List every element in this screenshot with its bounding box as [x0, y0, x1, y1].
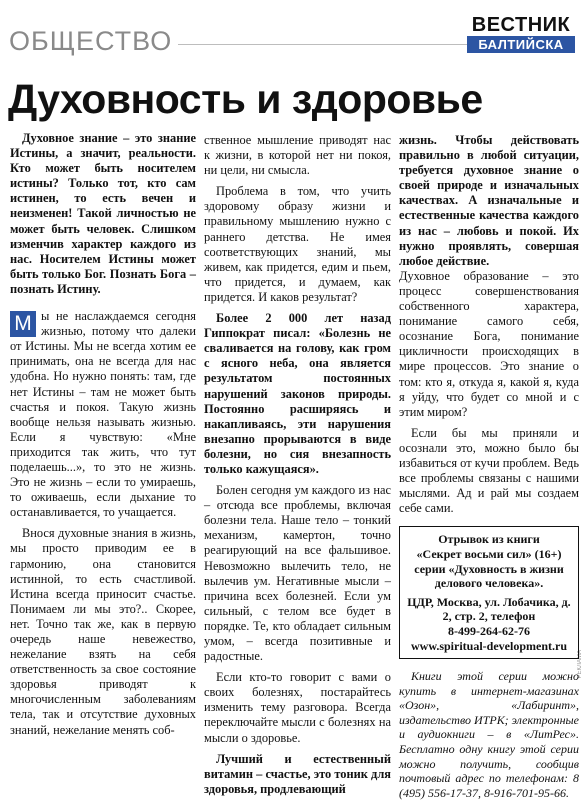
advert-side-label: РЕКЛАМА [577, 650, 583, 679]
paragraph-7: Если кто-то говорит с вами о своих болезнях, постарайтесь изменить тему разговора. Всегда переключайте мысли с болезнях на мысли о здоровье. [204, 670, 391, 745]
article-title: Духовность и здоровье [8, 76, 483, 122]
masthead-logo [467, 15, 575, 53]
book-box-line-2: «Секрет восьми сил» (16+) [416, 546, 562, 561]
book-box-line-4: делового человека». [434, 576, 544, 591]
book-box-line-3: серии «Духовность в жизни [414, 561, 564, 576]
dropcap-letter: М [10, 311, 36, 337]
column-1 [10, 131, 196, 738]
column-3 [399, 133, 579, 800]
book-box-line-1: Отрывок из книги [438, 532, 540, 547]
paragraph-1 [10, 309, 196, 520]
paragraph-5-quote: Более 2 000 лет назад Гиппократ писал: «Болезнь не сваливается на голову, как гром с ясного неба, она является результатом постоянных нарушений законов природы. Постоянно расширяясь и накапливаясь, эти нарушения внезапно прорываются в виде болезни, но сия внезапность только кажущаяся». [204, 311, 391, 476]
section-rubric: ОБЩЕСТВО [9, 26, 173, 56]
masthead-bottom-text: БАЛТИЙСКА [467, 36, 575, 53]
paragraph-8: Лучший и естественный витамин – счастье, это тоник для здоровья, продлевающий [204, 751, 391, 796]
purchase-info-note: Книги этой серии можно купить в интернет-магазинах «Озон», «Лабиринт», издательство ИТРК; электронные и аудиокниги – в «ЛитРес». Бесплатно одну книгу этой серии можно получить, сообщив почтовый адрес по телефонам: 8 (495) 556-17-37, 8-916-701-95-66. [399, 669, 579, 800]
paragraph-3: ственное мышление приводят нас к жизни, в которой нет ни покоя, ни цели, ни смысла. [204, 133, 391, 178]
paragraph-1-text: ы не наслаждаемся сегодня жизнью, потому что далеки от Истины. Мы не всегда хотим ее принимать, она не всегда для нас удобна. Но нужно понять: там, где нет Истины – там не может быть счастья и покоя. Такую жизнь вообще нельзя называть жизнью. Если я чувствую: «Мне приходится так жить, что тут поделаешь...», то это не жизнь. Это не жизнь – если то умираешь, то оживаешь, если дыхание то останавливается, то учащается. [10, 309, 196, 520]
column-2 [204, 133, 391, 797]
paragraph-10: Если бы мы приняли и осознали это, можно было бы избавиться от кучи проблем. Ведь все проблемы связаны с нашими мыслями. Ад и рай мы создаем себе сами. [399, 425, 580, 516]
paragraph-6: Болен сегодня ум каждого из нас – отсюда все проблемы, включая болезни тела. Наше тело – тонкий механизм, камертон, точно реагирующий на все фальшивое. Невозможно вылечить тело, не вылечив ум. Негативные мысли – причина всех болезней. Если ум сильный, с телом все будет в порядке. Те, кто обладает сильным умом, – всегда позитивные и радостные. [204, 483, 391, 664]
paragraph-9: жизнь. Чтобы действовать правильно в любой ситуации, требуется духовное знание о своей природе и изначальных качествах. А изначальные и естественные качества каждого из нас – любовь и покой. Их нужно проявлять, совершая любое действие. [399, 133, 579, 268]
book-box-address: ЦДР, Москва, ул. Лобачика, д. 2, стр. 2, телефон [407, 594, 571, 624]
article-lead: Духовное знание – это знание Истины, а значит, реальности. Кто может быть носителем истины? Только тот, кто сам истинен, то есть вечен и неизменен! Такой личностью не может быть человек. Слишком изменчив характер каждого из нас. Носителем Истины может быть только Бог. Познать Бога – познать Истину. [10, 131, 196, 296]
rubric-divider [178, 44, 473, 45]
paragraph-4: Проблема в том, что учить здоровому образу жизни и правильному мышлению нужно с раннего детства. Не имея соответствующих знаний, мы живем, как придется, едим и пьем, что придется, и думаем, как придется. И каков результат? [204, 184, 391, 304]
book-box-phone: 8-499-264-62-76 [448, 623, 530, 638]
paragraph-9b: Духовное образование – это процесс совершенствования собственного характера, понимание самого себя, осознание Бога, понимание цикличности происходящих в мире процессов. Это знание о том: кто я, откуда я, какой я, куда я уйду, что будет со мной и с этим миром? [399, 268, 579, 419]
book-info-box [399, 526, 579, 659]
book-box-website: www.spiritual-development.ru [411, 638, 567, 653]
masthead-top-text: ВЕСТНИК [471, 14, 571, 36]
paragraph-2: Внося духовные знания в жизнь, мы просто приводим ее в гармонию, она становится истинной, то есть счастливой. Истина всегда приносит счастье. Понимаем ли мы это?.. Скорее, нет. Точно так же, как в первую очередь наше невежество, нежелание взять на себя ответственность за свое состояние здоровья приводят к многочисленным заболеваниям тела, так и отсутствие духовных знаний, нежелание менять соб- [10, 526, 196, 737]
